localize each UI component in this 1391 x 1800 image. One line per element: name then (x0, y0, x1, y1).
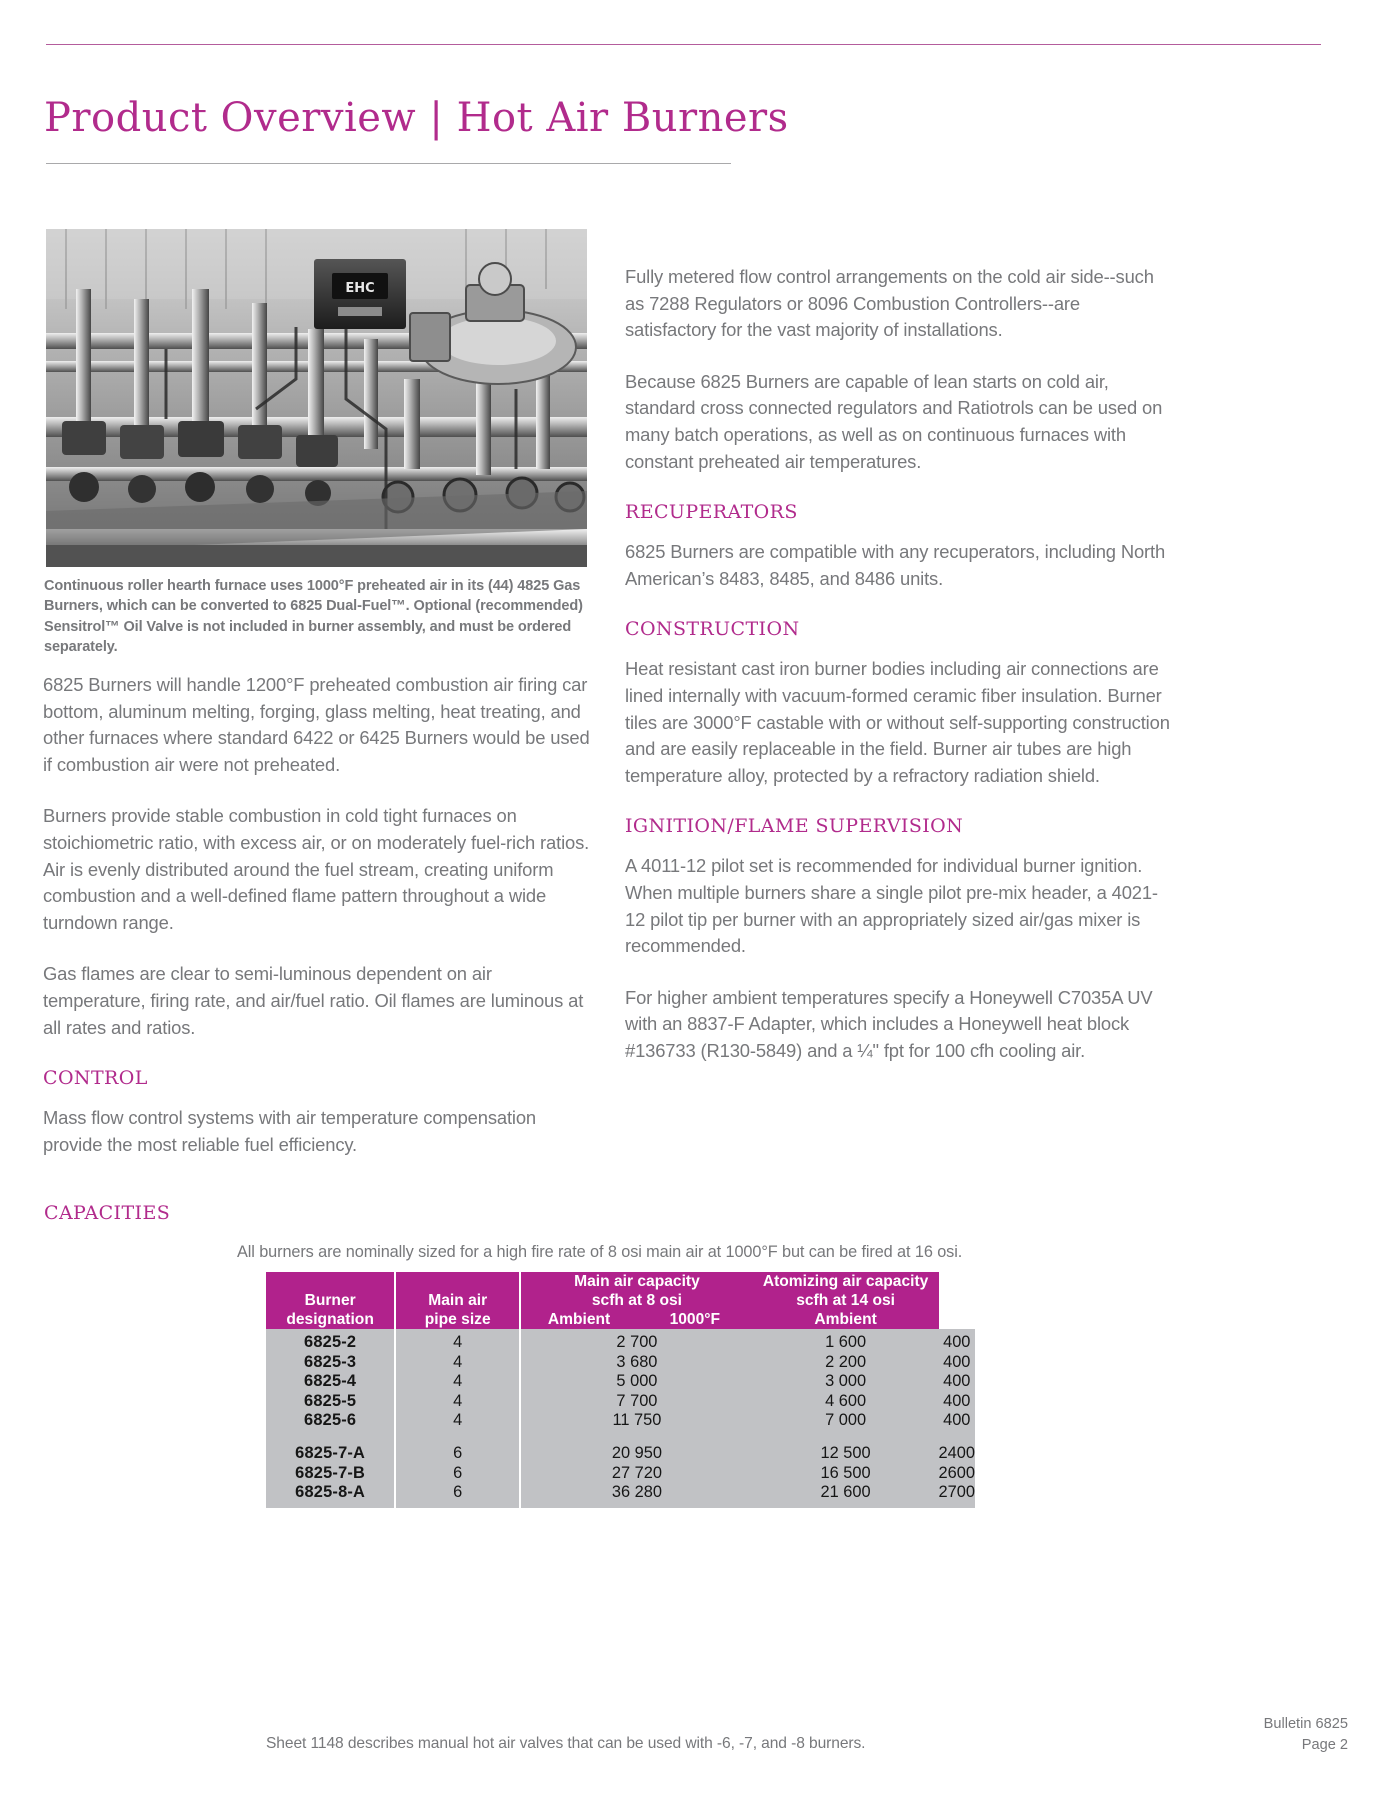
table-row (266, 1353, 975, 1373)
construction-paragraph: Heat resistant cast iron burner bodies including air connections are lined internally with vacuum-formed ceramic fiber insulation. Burner tiles are 3000°F castable with or without self-supporting construction and are easily replaceable in the field. Burner air tubes are high temperature alloy, protected by a refractory radiation shield. (625, 658, 1170, 786)
cell-1000f: 21 600 (753, 1483, 939, 1508)
header-main-air-pipe-size (395, 1272, 520, 1329)
cell-pipe-size: 4 (395, 1392, 520, 1412)
header-burner-line1: Burner (304, 1292, 356, 1309)
footer-bulletin: Bulletin 6825 (1263, 1716, 1348, 1732)
heading-construction: CONSTRUCTION (625, 618, 800, 641)
cell-pipe-size: 6 (395, 1483, 520, 1508)
cell-atomizing: 2600 (938, 1463, 975, 1482)
header-main-subheaders (521, 1310, 752, 1329)
cell-1000f: 3 000 (753, 1372, 939, 1392)
right-text-column (625, 264, 1170, 1064)
cell-1000f: 12 500 (753, 1444, 939, 1464)
title-divider (46, 163, 731, 164)
cell-pipe-size: 4 (395, 1411, 520, 1431)
cell-designation: 6825-7-A (266, 1444, 395, 1464)
heading-ignition-flame-supervision: IGNITION/FLAME SUPERVISION (625, 815, 964, 838)
table-row (266, 1444, 975, 1464)
table-row (266, 1329, 975, 1353)
header-atom-ambient: Ambient (814, 1311, 877, 1328)
header-burner-designation (266, 1272, 395, 1329)
cell-ambient: 5 000 (520, 1372, 752, 1392)
left-paragraph-3: Gas flames are clear to semi-luminous dependent on air temperature, firing rate, and air/fuel ratio. Oil flames are luminous at all rates and ratios. (43, 963, 584, 1038)
table-row (266, 1464, 975, 1484)
cell-pipe-size: 4 (395, 1372, 520, 1392)
capacities-table-head (266, 1272, 975, 1329)
table-header-row (266, 1272, 975, 1329)
cell-atomizing: 400 (939, 1329, 975, 1353)
header-burner-line2: designation (286, 1311, 374, 1328)
top-divider (46, 44, 1321, 45)
cell-1000f: 2 200 (753, 1353, 939, 1373)
cell-designation: 6825-6 (266, 1411, 395, 1431)
ignition-paragraph-2: For higher ambient temperatures specify a Honeywell C7035A UV with an 8837-F Adapter, which includes a Honeywell heat block #136733 (R130-5849) and a ¼" fpt for 100 cfh cooling air. (625, 986, 1153, 1061)
header-main-group-line2: scfh at 8 osi (591, 1292, 682, 1309)
left-text-column (43, 672, 593, 1158)
cell-ambient: 27 720 (520, 1464, 752, 1484)
header-main-air-capacity-group (520, 1272, 752, 1329)
header-atom-group-line1: Atomizing air capacity (762, 1273, 929, 1290)
header-pipe-line1: Main air (428, 1292, 488, 1309)
furnace-photo-graphic (46, 229, 587, 567)
furnace-photo (46, 229, 587, 567)
capacities-note: All burners are nominally sized for a high fire rate of 8 osi main air at 1000°F but can be fired at 16 osi. (237, 1243, 963, 1261)
cell-ambient: 7 700 (520, 1392, 752, 1412)
left-paragraph-1: 6825 Burners will handle 1200°F preheated combustion air firing car bottom, aluminum melting, forging, glass melting, heat treating, and other furnaces where standard 6422 or 6425 Burners would be used if combustion air were not preheated. (43, 674, 590, 775)
cell-atomizing: 400 (939, 1392, 975, 1412)
cell-designation: 6825-2 (266, 1329, 395, 1353)
cell-designation: 6825-7-B (266, 1464, 395, 1484)
cell-atomizing: 400 (939, 1353, 975, 1373)
ignition-paragraph-1: A 4011-12 pilot set is recommended for individual burner ignition. When multiple burners share a single pilot pre-mix header, a 4021-12 pilot tip per burner with an appropriately sized air/gas mixer is recommended. (625, 855, 1158, 957)
cell-atomizing: 400 (939, 1372, 975, 1392)
left-paragraph-2: Burners provide stable combustion in cold tight furnaces on stoichiometric ratio, with excess air, or on moderately fuel-rich ratios. Air is evenly distributed around the fuel stream, creating uniform combustion and a well-defined flame pattern throughout a wide turndown range. (43, 805, 590, 933)
table-row (266, 1392, 975, 1412)
table-row (266, 1411, 975, 1431)
page-footer (1264, 1714, 1348, 1756)
cell-1000f: 7 000 (753, 1411, 939, 1431)
header-atomizing-air-capacity-group (753, 1272, 939, 1329)
cell-pipe-size: 4 (395, 1353, 520, 1373)
header-main-group-line1: Main air capacity (574, 1273, 700, 1290)
right-paragraph-1: Fully metered flow control arrangements on the cold air side--such as 7288 Regulators or 8096 Combustion Controllers--are satisfactory for the vast majority of installations. (625, 266, 1154, 341)
cell-designation: 6825-3 (266, 1353, 395, 1373)
svg-text:EHC: EHC (345, 281, 375, 296)
table-group-spacer (266, 1431, 975, 1444)
heading-capacities: CAPACITIES (44, 1202, 171, 1224)
capacities-table-body (266, 1329, 975, 1508)
cell-atomizing: 400 (939, 1411, 975, 1431)
header-main-1000f: 1000°F (669, 1311, 721, 1328)
cell-ambient: 36 280 (520, 1483, 752, 1508)
cell-ambient: 3 680 (520, 1353, 752, 1373)
header-atom-group-line2: scfh at 14 osi (796, 1292, 895, 1309)
heading-control: CONTROL (43, 1067, 148, 1090)
cell-designation: 6825-5 (266, 1392, 395, 1412)
recuperators-paragraph: 6825 Burners are compatible with any recuperators, including North American’s 8483, 8485, and 8486 units. (625, 541, 1166, 589)
footer-page-number: Page 2 (1301, 1737, 1348, 1753)
table-row (266, 1483, 975, 1508)
cell-pipe-size: 6 (395, 1444, 520, 1464)
cell-designation: 6825-8-A (266, 1483, 395, 1508)
cell-pipe-size: 6 (395, 1464, 520, 1484)
cell-1000f: 4 600 (753, 1392, 939, 1412)
header-main-ambient: Ambient (547, 1311, 611, 1328)
cell-designation: 6825-4 (266, 1372, 395, 1392)
heading-recuperators: RECUPERATORS (625, 501, 798, 524)
header-pipe-line2: pipe size (424, 1311, 491, 1328)
photo-caption: Continuous roller hearth furnace uses 1000°F preheated air in its (44) 4825 Gas Burners, which can be converted to 6825 Dual-Fuel™. Optional (recommended) Sensitrol™ Oil Valve is not included in burner assembly, and must be ordered separately. (44, 578, 583, 655)
page-title: Product Overview | Hot Air Burners (44, 94, 789, 141)
cell-1000f: 16 500 (753, 1464, 939, 1484)
cell-ambient: 11 750 (520, 1411, 752, 1431)
control-paragraph: Mass flow control systems with air temperature compensation provide the most reliable fuel efficiency. (43, 1107, 536, 1155)
capacities-table (266, 1272, 976, 1508)
table-row (266, 1372, 975, 1392)
cell-atomizing: 2700 (939, 1483, 975, 1508)
right-paragraph-2: Because 6825 Burners are capable of lean starts on cold air, standard cross connected regulators and Ratiotrols can be used on many batch operations, as well as on continuous furnaces with constant preheated air temperatures. (625, 370, 1163, 472)
cell-pipe-size: 4 (395, 1329, 520, 1353)
sheet-reference-note: Sheet 1148 describes manual hot air valves that can be used with -6, -7, and -8 burners. (266, 1735, 866, 1752)
cell-atomizing: 2400 (938, 1443, 975, 1462)
cell-ambient: 20 950 (520, 1444, 752, 1464)
cell-ambient: 2 700 (520, 1329, 752, 1353)
cell-1000f: 1 600 (753, 1329, 939, 1353)
